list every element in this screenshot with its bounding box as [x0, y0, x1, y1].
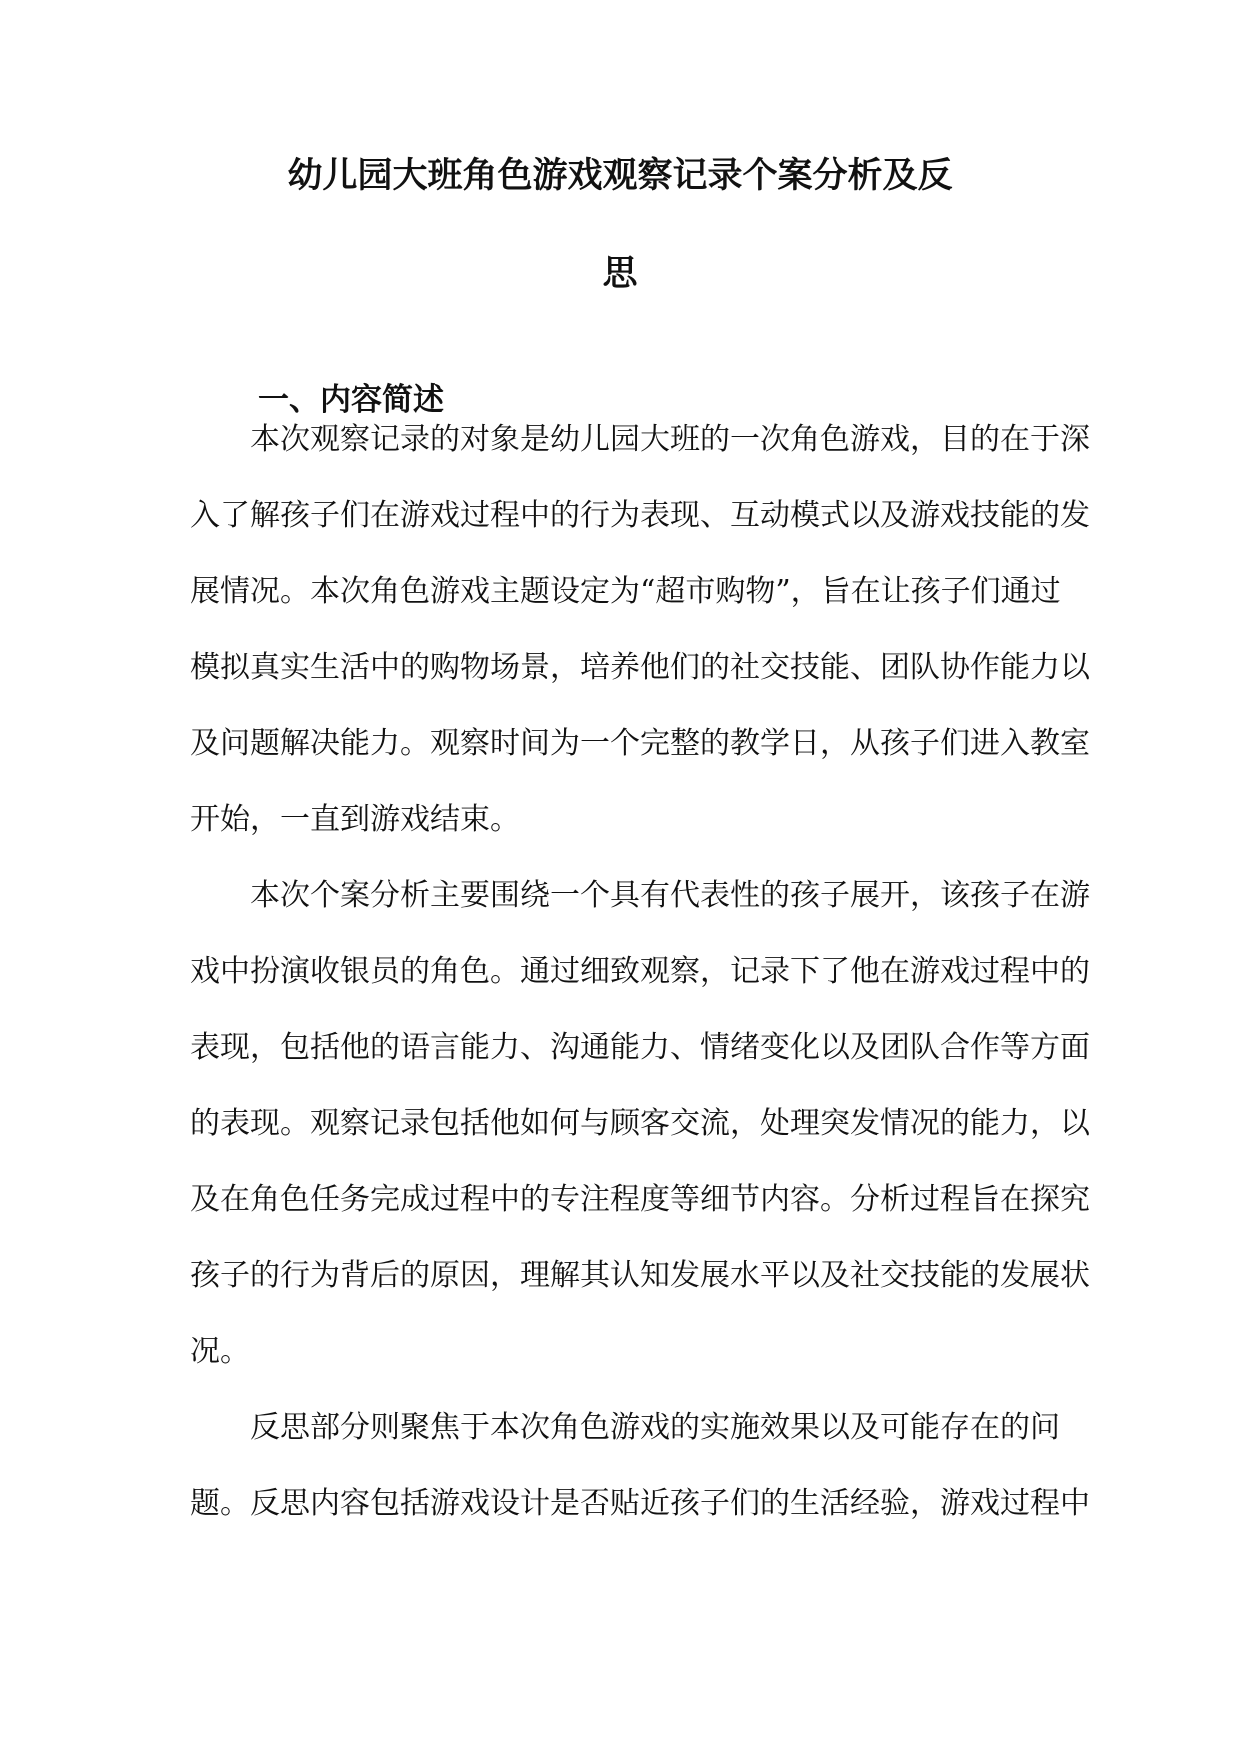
paragraph-2-line-3: 表现，包括他的语言能力、沟通能力、情绪变化以及团队合作等方面 [190, 1030, 1090, 1065]
paragraph-1-line-6: 开始，一直到游戏结束。 [190, 802, 520, 837]
document-title-line-2: 思 [602, 253, 638, 294]
paragraph-2-line-2: 戏中扮演收银员的角色。通过细致观察，记录下了他在游戏过程中的 [190, 954, 1090, 989]
document-title-line-1: 幼儿园大班角色游戏观察记录个案分析及反 [287, 155, 953, 196]
paragraph-2-line-5: 及在角色任务完成过程中的专注程度等细节内容。分析过程旨在探究 [190, 1182, 1090, 1217]
paragraph-2-line-7: 况。 [190, 1334, 250, 1369]
paragraph-2-line-1: 本次个案分析主要围绕一个具有代表性的孩子展开，该孩子在游 [250, 878, 1090, 913]
paragraph-3-line-1: 反思部分则聚焦于本次角色游戏的实施效果以及可能存在的问 [250, 1410, 1060, 1445]
paragraph-1-line-1: 本次观察记录的对象是幼儿园大班的一次角色游戏，目的在于深 [250, 422, 1090, 457]
paragraph-1-line-3: 展情况。本次角色游戏主题设定为“超市购物”，旨在让孩子们通过 [190, 574, 1061, 609]
paragraph-1-line-5: 及问题解决能力。观察时间为一个完整的教学日，从孩子们进入教室 [190, 726, 1090, 761]
paragraph-1-line-2: 入了解孩子们在游戏过程中的行为表现、互动模式以及游戏技能的发 [190, 498, 1090, 533]
paragraph-1-line-4: 模拟真实生活中的购物场景，培养他们的社交技能、团队协作能力以 [190, 650, 1090, 685]
paragraph-3-line-2: 题。反思内容包括游戏设计是否贴近孩子们的生活经验，游戏过程中 [190, 1486, 1090, 1521]
paragraph-2-line-4: 的表现。观察记录包括他如何与顾客交流，处理突发情况的能力，以 [190, 1106, 1090, 1141]
section-heading: 一、内容简述 [258, 382, 444, 418]
paragraph-2-line-6: 孩子的行为背后的原因，理解其认知发展水平以及社交技能的发展状 [190, 1258, 1090, 1293]
